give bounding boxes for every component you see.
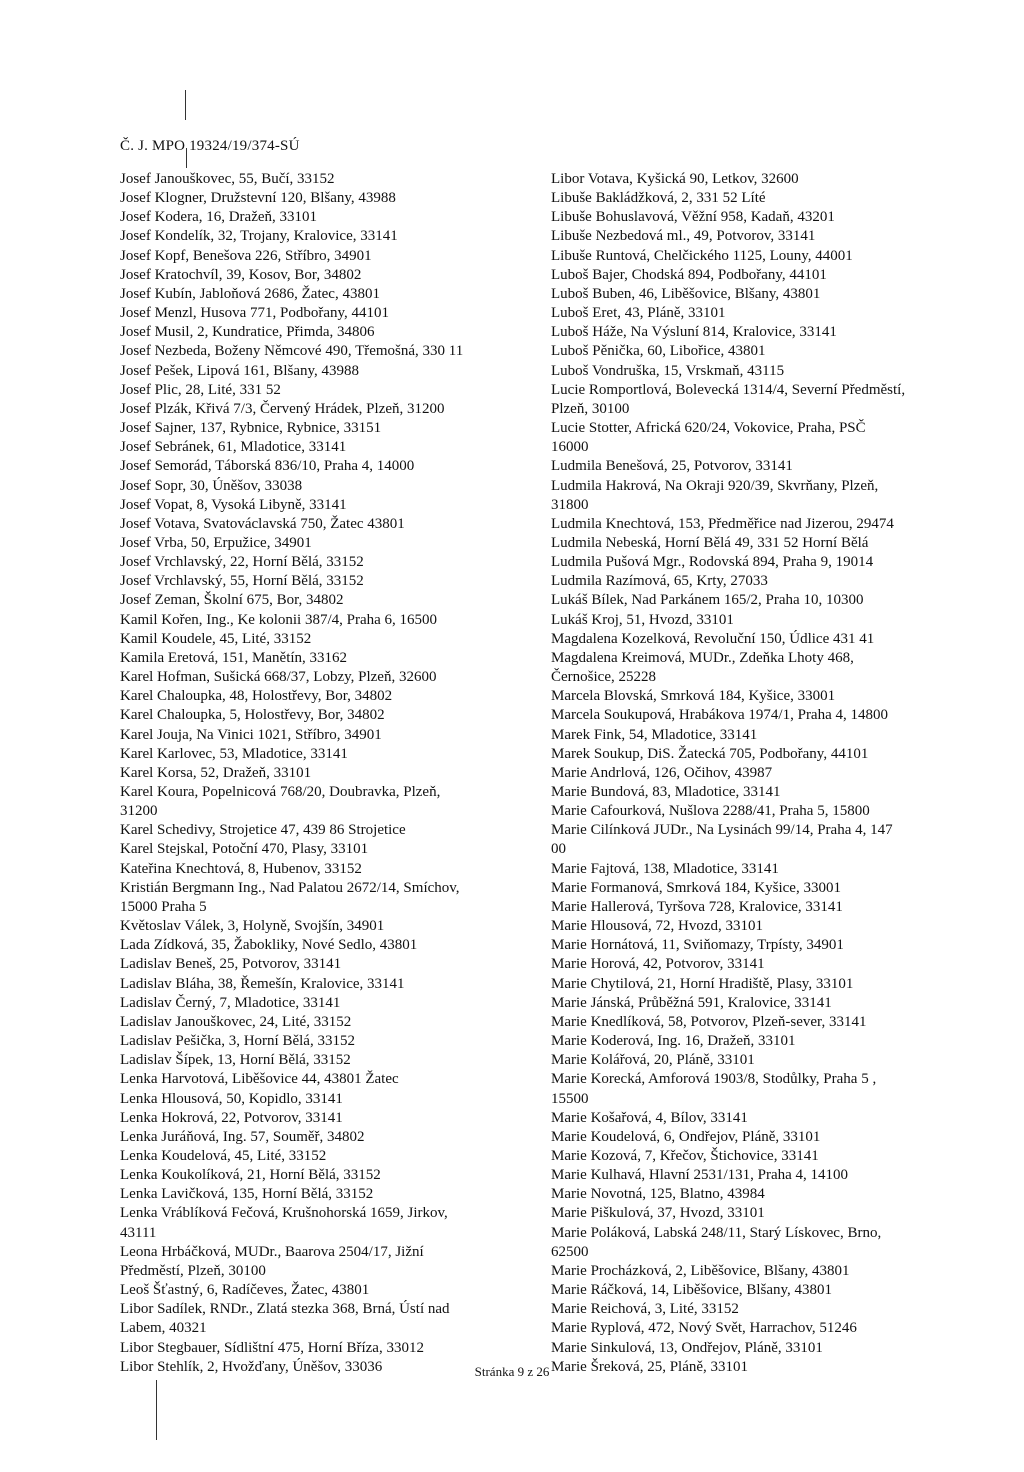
page-number: Stránka 9 z 26 [474,1364,550,1379]
address-entry: 15000 Praha 5 [120,898,207,915]
address-entry: Marie Jánská, Průběžná 591, Kralovice, 33141 [551,994,832,1011]
scan-artifact-line [185,90,186,120]
address-entry: Kateřina Knechtová, 8, Hubenov, 33152 [120,860,362,877]
address-entry: Karel Chaloupka, 5, Holostřevy, Bor, 34802 [120,707,385,724]
address-entry: Marie Ryplová, 472, Nový Svět, Harrachov, 51246 [551,1320,857,1337]
address-entry: Karel Koura, Popelnicová 768/20, Doubravka, Plzeň, [120,784,441,800]
address-entry: 16000 [551,439,589,456]
address-list-left [120,170,480,1377]
address-entry: Marie Bundová, 83, Mladotice, 33141 [551,784,781,800]
address-entry: Marie Koderová, Ing. 16, Dražeň, 33101 [551,1033,796,1050]
address-entry: Josef Zeman, Školní 675, Bor, 34802 [120,592,344,609]
address-entry: Lenka Vráblíková Fečová, Krušnohorská 1659, Jirkov, [120,1205,448,1222]
address-entry: Lucie Stotter, Africká 620/24, Vokovice, Praha, PSČ [551,420,866,437]
address-entry: Libuše Nezbedová ml., 49, Potvorov, 33141 [551,228,816,245]
address-entry: Marie Korecká, Amforová 1903/8, Stodůlky, Praha 5 , [551,1071,877,1088]
address-entry: Leoš Šťastný, 6, Radíčeves, Žatec, 43801 [120,1282,370,1299]
address-entry: Libor Votava, Kyšická 90, Letkov, 32600 [551,171,799,187]
address-entry: Josef Musil, 2, Kundratice, Přimda, 34806 [120,324,375,341]
address-entry: Marie Kolářová, 20, Pláně, 33101 [551,1052,755,1069]
address-entry: Marie Koudelová, 6, Ondřejov, Pláně, 33101 [551,1128,821,1145]
address-entry: Předměstí, Plzeň, 30100 [120,1262,266,1279]
address-entry: Ludmila Hakrová, Na Okraji 920/39, Skvrňany, Plzeň, [551,477,879,494]
address-entry: Lukáš Kroj, 51, Hvozd, 33101 [551,611,734,628]
address-entry: Ludmila Nebeská, Horní Bělá 49, 331 52 Horní Bělá [551,534,869,551]
address-entry: Marie Hlousová, 72, Hvozd, 33101 [551,918,764,935]
address-entry: Marie Košařová, 4, Bílov, 33141 [551,1109,748,1126]
address-entry: 31200 [120,803,158,820]
address-entry: Kamila Eretová, 151, Manětín, 33162 [120,649,348,666]
address-entry: Květoslav Válek, 3, Holyně, Svojšín, 34901 [120,918,385,935]
address-entry: Josef Vrba, 50, Erpužice, 34901 [120,534,312,551]
address-entry: Marie Horová, 42, Potvorov, 33141 [551,956,765,973]
address-entry: Josef Vrchlavský, 55, Horní Bělá, 33152 [120,573,364,590]
address-entry: Luboš Vondruška, 15, Vrskmaň, 43115 [551,362,785,379]
address-entry: Lukáš Bílek, Nad Parkánem 165/2, Praha 10, 10300 [551,592,864,609]
address-entry: Marie Cilínková JUDr., Na Lysinách 99/14, Praha 4, 147 [551,822,893,839]
address-entry: Ladislav Janouškovec, 24, Lité, 33152 [120,1013,352,1030]
address-entry: Josef Vrchlavský, 22, Horní Bělá, 33152 [120,554,364,571]
address-entry: Josef Plzák, Křivá 7/3, Červený Hrádek, Plzeň, 31200 [120,400,445,417]
address-entry: Josef Vopat, 8, Vysoká Libyně, 33141 [120,496,347,513]
address-entry: Marie Novotná, 125, Blatno, 43984 [551,1186,765,1203]
address-entry: Karel Korsa, 52, Dražeň, 33101 [120,764,312,781]
address-entry: Kamil Koudele, 45, Lité, 33152 [120,630,312,647]
address-entry: 31800 [551,496,589,513]
address-entry: Labem, 40321 [120,1320,207,1337]
address-entry: 43111 [120,1224,157,1241]
address-entry: Karel Schedivy, Strojetice 47, 439 86 Strojetice [120,822,406,839]
address-entry: Marie Chytilová, 21, Horní Hradiště, Plasy, 33101 [551,975,854,992]
address-entry: Marie Andrlová, 126, Očihov, 43987 [551,764,773,781]
address-entry: Josef Kubín, Jabloňová 2686, Žatec, 43801 [120,285,380,302]
address-entry: Ladislav Beneš, 25, Potvorov, 33141 [120,956,342,973]
address-entry: Marie Sinkulová, 13, Ondřejov, Pláně, 33101 [551,1339,823,1356]
address-entry: Marie Reichová, 3, Lité, 33152 [551,1301,739,1318]
address-entry: Lenka Juráňová, Ing. 57, Souměř, 34802 [120,1128,365,1145]
address-entry: Ludmila Knechtová, 153, Předměřice nad Jizerou, 29474 [551,515,894,532]
address-entry: Marie Ráčková, 14, Liběšovice, Blšany, 43801 [551,1282,833,1299]
address-entry: Josef Sajner, 137, Rybnice, Rybnice, 33151 [120,420,382,437]
address-entry: Marie Kulhavá, Hlavní 2531/131, Praha 4, 14100 [551,1167,849,1184]
address-entry: Marcela Blovská, Smrková 184, Kyšice, 33001 [551,688,836,705]
address-entry: Ludmila Benešová, 25, Potvorov, 33141 [551,458,793,475]
address-entry: Libor Stegbauer, Sídlištní 475, Horní Bříza, 33012 [120,1339,424,1356]
address-entry: Kristián Bergmann Ing., Nad Palatou 2672/14, Smíchov, [120,879,460,896]
address-entry: Marcela Soukupová, Hrabákova 1974/1, Praha 4, 14800 [551,707,889,724]
address-entry: 62500 [551,1243,589,1260]
address-entry: Luboš Bajer, Chodská 894, Podbořany, 44101 [551,266,827,283]
address-entry: Karel Hofman, Sušická 668/37, Lobzy, Plzeň, 32600 [120,669,437,686]
document-reference: Č. J. MPO 19324/19/374-SÚ [120,138,300,154]
address-entry: Marek Fink, 54, Mladotice, 33141 [551,726,758,743]
address-entry: Marie Fajtová, 138, Mladotice, 33141 [551,860,779,877]
address-entry: Josef Sopr, 30, Úněšov, 33038 [120,477,303,494]
address-entry: Lenka Hokrová, 22, Potvorov, 33141 [120,1109,343,1126]
address-entry: Libor Sadílek, RNDr., Zlatá stezka 368, Brná, Ústí nad [120,1301,450,1318]
address-entry: Marie Piškulová, 37, Hvozd, 33101 [551,1205,765,1222]
address-entry: Marie Šreková, 25, Pláně, 33101 [551,1358,749,1375]
address-entry: Josef Kratochvíl, 39, Kosov, Bor, 34802 [120,266,362,283]
address-entry: 00 [551,841,566,858]
address-entry: Luboš Buben, 46, Liběšovice, Blšany, 43801 [551,285,821,302]
address-entry: Josef Semorád, Táborská 836/10, Praha 4, 14000 [120,458,415,475]
address-entry: Josef Menzl, Husova 771, Podbořany, 44101 [120,305,389,322]
address-entry: Luboš Háže, Na Výsluní 814, Kralovice, 33141 [551,324,837,341]
address-entry: Marie Procházková, 2, Liběšovice, Blšany, 43801 [551,1262,850,1279]
address-entry: 15500 [551,1090,589,1107]
address-entry: Josef Nezbeda, Boženy Němcové 490, Třemošná, 330 11 [120,343,464,360]
address-entry: Karel Stejskal, Potoční 470, Plasy, 33101 [120,841,369,858]
address-entry: Josef Plic, 28, Lité, 331 52 [120,381,281,398]
address-entry: Josef Klogner, Družstevní 120, Blšany, 43988 [120,190,396,207]
address-entry: Josef Sebránek, 61, Mladotice, 33141 [120,439,347,456]
address-entry: Lenka Hlousová, 50, Kopidlo, 33141 [120,1090,343,1107]
address-entry: Marie Hornátová, 11, Sviňomazy, Trpísty, 34901 [551,937,844,954]
address-entry: Ladislav Černý, 7, Mladotice, 33141 [120,994,341,1011]
address-entry: Kamil Kořen, Ing., Ke kolonii 387/4, Praha 6, 16500 [120,611,438,628]
address-entry: Ladislav Pešička, 3, Horní Bělá, 33152 [120,1033,355,1050]
address-entry: Libor Stehlík, 2, Hvožďany, Úněšov, 33036 [120,1358,383,1375]
address-entry: Ladislav Bláha, 38, Řemešín, Kralovice, 33141 [120,975,405,992]
address-entry: Lenka Harvotová, Liběšovice 44, 43801 Žatec [120,1071,399,1088]
address-entry: Josef Votava, Svatováclavská 750, Žatec 43801 [120,515,405,532]
address-entry: Marie Cafourková, Nušlova 2288/41, Praha 5, 15800 [551,803,870,820]
address-entry: Černošice, 25228 [551,669,656,686]
address-entry: Ludmila Razímová, 65, Krty, 27033 [551,573,768,590]
address-entry: Lenka Koudelová, 45, Lité, 33152 [120,1147,327,1164]
address-entry: Magdalena Kreimová, MUDr., Zdeňka Lhoty 468, [551,649,854,666]
address-entry: Lada Zídková, 35, Žabokliky, Nové Sedlo, 43801 [120,937,418,954]
address-entry: Lucie Romportlová, Bolevecká 1314/4, Severní Předměstí, [551,381,906,398]
address-entry: Ladislav Šípek, 13, Horní Bělá, 33152 [120,1052,351,1069]
address-entry: Libuše Runtová, Chelčického 1125, Louny, 44001 [551,247,853,264]
address-list-right [551,170,921,1377]
address-entry: Lenka Lavičková, 135, Horní Bělá, 33152 [120,1186,374,1203]
address-entry: Plzeň, 30100 [551,400,630,417]
address-entry: Ludmila Pušová Mgr., Rodovská 894, Praha 9, 19014 [551,554,874,571]
address-entry: Libuše Bakládžková, 2, 331 52 Líté [551,190,766,207]
address-entry: Josef Kopf, Benešova 226, Stříbro, 34901 [120,247,372,264]
address-entry: Lenka Koukolíková, 21, Horní Bělá, 33152 [120,1167,381,1184]
address-entry: Marek Soukup, DiS. Žatecká 705, Podbořany, 44101 [551,745,869,762]
address-entry: Marie Kozová, 7, Křečov, Štichovice, 33141 [551,1147,819,1164]
address-entry: Karel Karlovec, 53, Mladotice, 33141 [120,745,348,762]
address-entry: Luboš Pěnička, 60, Libořice, 43801 [551,343,766,360]
address-entry: Libuše Bohuslavová, Věžní 958, Kadaň, 43201 [551,209,835,226]
address-entry: Marie Poláková, Labská 248/11, Starý Lískovec, Brno, [551,1224,882,1241]
scan-artifact-line [156,1380,157,1440]
address-entry: Magdalena Kozelková, Revoluční 150, Údlice 431 41 [551,630,875,647]
address-entry: Marie Hallerová, Tyršova 728, Kralovice, 33141 [551,898,843,915]
address-entry: Josef Pešek, Lipová 161, Blšany, 43988 [120,362,360,379]
address-entry: Leona Hrbáčková, MUDr., Baarova 2504/17, Jižní [120,1243,424,1260]
address-entry: Luboš Eret, 43, Pláně, 33101 [551,305,726,322]
address-entry: Marie Knedlíková, 58, Potvorov, Plzeň-sever, 33141 [551,1013,867,1030]
address-entry: Marie Formanová, Smrková 184, Kyšice, 33001 [551,879,841,896]
address-entry: Josef Janouškovec, 55, Bučí, 33152 [120,171,335,187]
address-entry: Karel Chaloupka, 48, Holostřevy, Bor, 34802 [120,688,393,705]
address-entry: Josef Kodera, 16, Dražeň, 33101 [120,209,318,226]
address-entry: Karel Jouja, Na Vinici 1021, Stříbro, 34901 [120,726,382,743]
address-entry: Josef Kondelík, 32, Trojany, Kralovice, 33141 [120,228,398,245]
